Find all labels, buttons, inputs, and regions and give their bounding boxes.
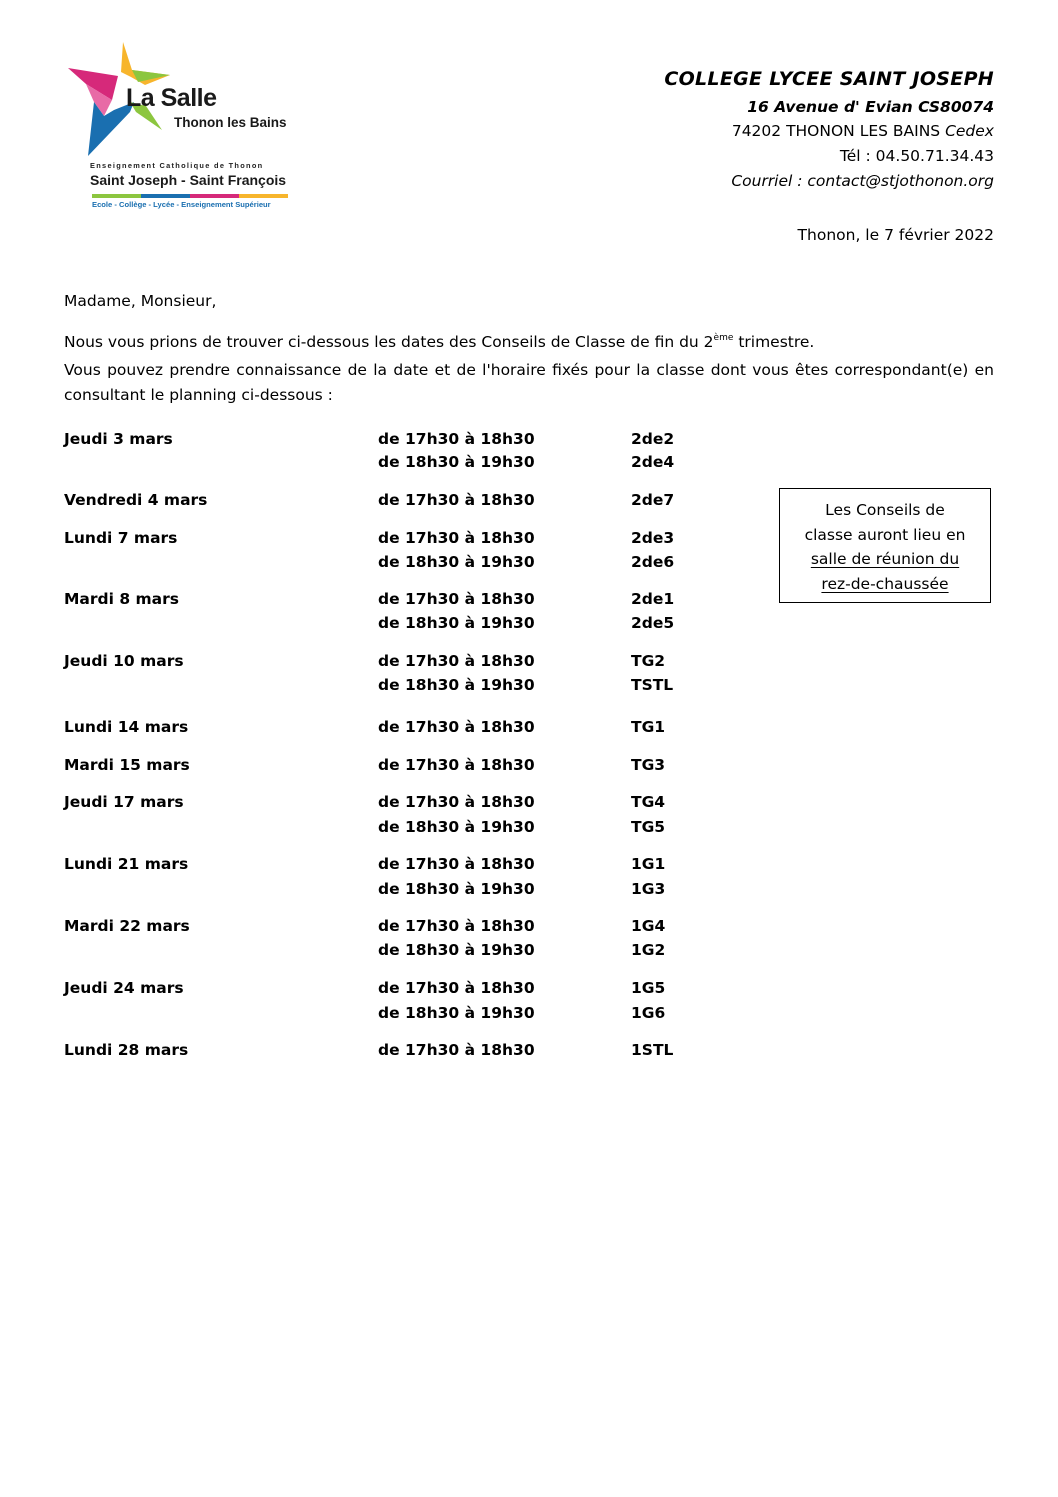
city-name: 74202 THONON LES BAINS (731, 122, 941, 140)
schedule-class: 2de4 (631, 453, 675, 471)
intro-paragraph (64, 326, 994, 355)
schedule-class: 1G2 (631, 941, 666, 959)
letter-date: Thonon, le 7 février 2022 (797, 226, 994, 244)
schedule-time: de 17h30 à 18h30 (378, 855, 535, 873)
intro-text-end: trimestre. (733, 333, 815, 351)
logo-bar-pink (190, 194, 239, 198)
logo-brand: La Salle (126, 84, 217, 112)
schedule-time: de 18h30 à 19h30 (378, 941, 535, 959)
schedule-class: 2de1 (631, 590, 675, 608)
schedule-day: Jeudi 3 mars (64, 430, 173, 448)
logo-bar-blue (141, 194, 190, 198)
instructions-paragraph: Vous pouvez prendre connaissance de la date et de l'horaire fixés pour la classe dont vous êtes correspondant(e) en consultant le planning ci-dessous : (64, 361, 994, 404)
schedule-class: TG1 (631, 718, 666, 736)
schedule-day: Jeudi 10 mars (64, 652, 184, 670)
school-logo (66, 40, 296, 215)
school-name: COLLEGE LYCEE SAINT JOSEPH (664, 68, 994, 90)
schedule-class: TG4 (631, 793, 666, 811)
schedule-time: de 18h30 à 19h30 (378, 1004, 535, 1022)
schedule-time: de 17h30 à 18h30 (378, 793, 535, 811)
logo-location: Thonon les Bains (174, 115, 287, 130)
schedule-class: TG2 (631, 652, 666, 670)
logo-tagline: Enseignement Catholique de Thonon (90, 161, 264, 170)
logo-color-bar (92, 194, 288, 198)
logo-bar-green (92, 194, 141, 198)
schedule-class: 2de5 (631, 614, 675, 632)
schedule-class: TG3 (631, 756, 666, 774)
note-line: Les Conseils de (825, 501, 945, 519)
greeting: Madame, Monsieur, (64, 292, 217, 310)
schedule-day: Mardi 8 mars (64, 590, 179, 608)
school-phone: Tél : 04.50.71.34.43 (839, 147, 994, 165)
schedule-class: 1STL (631, 1041, 674, 1059)
schedule-time: de 18h30 à 19h30 (378, 880, 535, 898)
logo-bar-yellow (239, 194, 288, 198)
schedule-time: de 17h30 à 18h30 (378, 917, 535, 935)
schedule-day: Lundi 14 mars (64, 718, 189, 736)
schedule-class: 2de3 (631, 529, 675, 547)
schedule-time: de 17h30 à 18h30 (378, 491, 535, 509)
school-email: Courriel : contact@stjothonon.org (731, 172, 994, 190)
schedule-class: 1G1 (631, 855, 666, 873)
intro-superscript: ème (713, 333, 734, 343)
note-line: classe auront lieu en (804, 525, 966, 544)
schedule-class: 1G3 (631, 880, 666, 898)
schedule-class: 2de7 (631, 491, 675, 509)
schedule-time: de 18h30 à 19h30 (378, 553, 535, 571)
schedule-day: Mardi 22 mars (64, 917, 190, 935)
schedule-day: Vendredi 4 mars (64, 491, 208, 509)
schedule-class: TSTL (631, 676, 674, 694)
schedule-time: de 17h30 à 18h30 (378, 1041, 535, 1059)
schedule-class: 2de6 (631, 553, 675, 571)
schedule-class: 1G5 (631, 979, 666, 997)
schedule-time: de 17h30 à 18h30 (378, 979, 535, 997)
schedule-class: 2de2 (631, 430, 675, 448)
city-suffix: Cedex (945, 122, 994, 140)
school-city (732, 122, 994, 140)
schedule-time: de 17h30 à 18h30 (378, 529, 535, 547)
schedule-time: de 17h30 à 18h30 (378, 430, 535, 448)
schedule-time: de 17h30 à 18h30 (378, 652, 535, 670)
schedule-time: de 18h30 à 19h30 (378, 676, 535, 694)
note-location: rez-de-chaussée (821, 574, 949, 593)
schedule-time: de 18h30 à 19h30 (378, 818, 535, 836)
schedule-time: de 17h30 à 18h30 (378, 590, 535, 608)
schedule-day: Lundi 28 mars (64, 1041, 189, 1059)
schedule-class: 1G4 (631, 917, 666, 935)
schedule-day: Lundi 7 mars (64, 529, 178, 547)
schedule-class: 1G6 (631, 1004, 666, 1022)
school-address: 16 Avenue d' Evian CS80074 (747, 98, 994, 116)
schedule-day: Jeudi 17 mars (64, 793, 184, 811)
schedule-day: Jeudi 24 mars (64, 979, 184, 997)
location-note-box (779, 488, 991, 603)
schedule-time: de 17h30 à 18h30 (378, 718, 535, 736)
logo-levels: Ecole - Collège - Lycée - Enseignement Supérieur (92, 200, 271, 209)
schedule-time: de 17h30 à 18h30 (378, 756, 535, 774)
note-location: salle de réunion du (810, 550, 960, 568)
schedule-class: TG5 (631, 818, 666, 836)
schedule-time: de 18h30 à 19h30 (378, 614, 535, 632)
schedule-time: de 18h30 à 19h30 (378, 453, 535, 471)
schedule-day: Mardi 15 mars (64, 756, 190, 774)
logo-schools: Saint Joseph - Saint François (90, 172, 287, 188)
intro-text: Nous vous prions de trouver ci-dessous les dates des Conseils de Classe de fin du 2 (64, 333, 714, 351)
schedule-day: Lundi 21 mars (64, 855, 189, 873)
